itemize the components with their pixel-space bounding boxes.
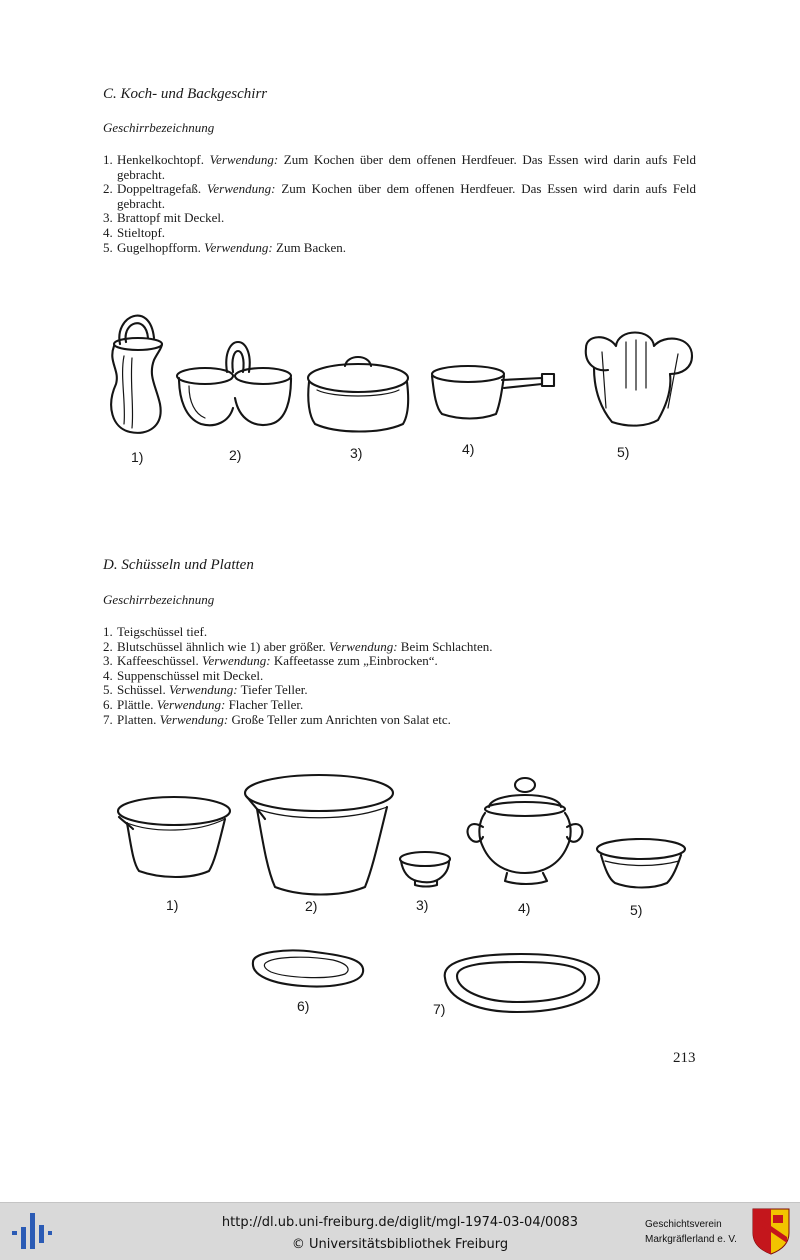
list-item: 1. Henkelkochtopf. Verwendung: Zum Kochen über dem offenen Herdfeuer. Das Essen wird darin aufs Feld gebracht. bbox=[103, 152, 697, 182]
list-item: 5. Gugelhopfform. Verwendung: Zum Backen. bbox=[103, 239, 347, 255]
figure-label: 4) bbox=[518, 900, 531, 916]
teigschuessel-drawing bbox=[113, 793, 235, 879]
plaettle-drawing bbox=[247, 946, 369, 990]
footer-bar bbox=[0, 1202, 800, 1260]
figure-label: 3) bbox=[350, 445, 363, 461]
org-name-line1: Geschichtsverein bbox=[645, 1219, 722, 1230]
figure-label: 7) bbox=[433, 1001, 446, 1017]
suppenschuessel-drawing bbox=[461, 775, 589, 887]
section-c-title: C. Koch- und Backgeschirr bbox=[103, 86, 268, 102]
stieltopf-drawing bbox=[430, 364, 556, 420]
list-item: 3. Kaffeeschüssel. Verwendung: Kaffeetasse zum „Einbrocken“. bbox=[103, 653, 438, 669]
figure-label: 5) bbox=[617, 444, 630, 460]
kaffeeschuessel-drawing bbox=[397, 849, 453, 887]
list-item: 5. Schüssel. Verwendung: Tiefer Teller. bbox=[103, 682, 308, 698]
list-item: 1. Teigschüssel tief. bbox=[103, 624, 208, 639]
section-d-subtitle: Geschirrbezeichnung bbox=[103, 592, 215, 607]
figure-label: 6) bbox=[297, 998, 310, 1014]
figure-label: 1) bbox=[166, 897, 179, 913]
figure-label: 3) bbox=[416, 897, 429, 913]
list-item: 7. Platten. Verwendung: Große Teller zum Anrichten von Salat etc. bbox=[103, 711, 451, 727]
copyright-notice: © Universitätsbibliothek Freiburg bbox=[291, 1237, 509, 1252]
list-item: 6. Plättle. Verwendung: Flacher Teller. bbox=[103, 696, 304, 712]
gugelhopfform-drawing bbox=[582, 328, 696, 428]
figure-label: 2) bbox=[229, 447, 242, 463]
figure-label: 2) bbox=[305, 898, 318, 914]
henkelkochtopf-drawing bbox=[104, 306, 168, 438]
doppeltragefass-drawing bbox=[175, 338, 295, 432]
brattopf-drawing bbox=[303, 350, 413, 432]
coat-of-arms-icon bbox=[751, 1207, 791, 1260]
blutschuessel-drawing bbox=[241, 773, 399, 899]
permalink-url[interactable]: http://dl.ub.uni-freiburg.de/diglit/mgl-1974-03-04/0083 bbox=[221, 1215, 579, 1230]
figure-label: 5) bbox=[630, 902, 643, 918]
list-item: 4. Suppenschüssel mit Deckel. bbox=[103, 667, 264, 683]
platten-drawing bbox=[437, 950, 603, 1016]
section-d-title: D. Schüsseln und Platten bbox=[103, 557, 254, 573]
section-d-list bbox=[103, 625, 696, 727]
figure-label: 4) bbox=[462, 441, 475, 457]
list-item: 2. Doppeltragefaß. Verwendung: Zum Kochen über dem offenen Herdfeuer. Das Essen wird darin aufs Feld gebracht. bbox=[103, 181, 697, 211]
section-c-subtitle: Geschirrbezeichnung bbox=[103, 120, 215, 135]
page-number: 213 bbox=[673, 1050, 696, 1066]
list-item: 3. Brattopf mit Deckel. bbox=[103, 210, 225, 226]
list-item: 4. Stieltopf. bbox=[103, 224, 166, 240]
schuessel-drawing bbox=[593, 835, 689, 889]
org-name-line2: Markgräflerland e. V. bbox=[645, 1234, 737, 1245]
list-item: 2. Blutschüssel ähnlich wie 1) aber größer. Verwendung: Beim Schlachten. bbox=[103, 638, 493, 654]
figure-label: 1) bbox=[131, 449, 144, 465]
section-c-list bbox=[103, 153, 696, 255]
